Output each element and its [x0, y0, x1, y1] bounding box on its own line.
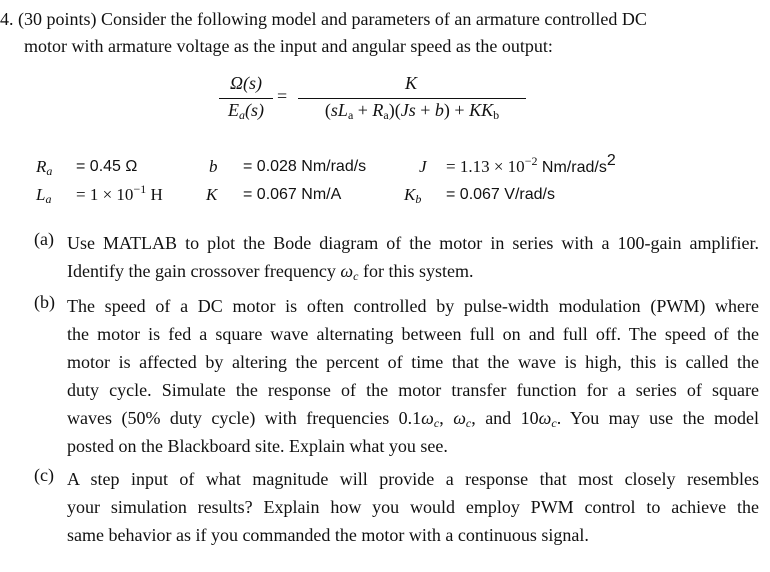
- part-b-line-2: the motor is fed a square wave alternating between full on and full off. The speed of the: [67, 324, 759, 344]
- param-J-value-suffix: Nm/rad/s: [537, 159, 607, 176]
- equation-left-fraction-bar: [219, 98, 273, 99]
- part-a-line-2: Identify the gain crossover frequency $\omega_c$ for this system.: [67, 261, 474, 283]
- param-b-value: = 0.028 Nm/rad/s: [243, 158, 367, 175]
- part-b-line-1: The speed of a DC motor is often controlled by pulse-width modulation (PWM) where: [67, 296, 759, 316]
- equation-right-fraction-bar: [298, 98, 526, 99]
- equation-left-denominator-tail: (s): [245, 100, 264, 120]
- param-J: [419, 157, 427, 177]
- param-La-sub: a: [45, 192, 52, 206]
- param-J-value: [446, 152, 616, 177]
- part-c-text: [67, 465, 759, 549]
- part-a-label: (a): [34, 229, 54, 249]
- param-Ra-symbol: R: [36, 157, 47, 176]
- param-b: [209, 157, 218, 177]
- param-J-exp: −2: [524, 154, 538, 168]
- param-K-symbol: K: [206, 185, 218, 204]
- param-La-value: [76, 182, 163, 205]
- param-K: [206, 185, 217, 205]
- part-b-line-5: waves (50% duty cycle) with frequencies $0.1\omega_c$, $\omega_c$, and $10\omega_c$. You may use the model: [67, 408, 760, 430]
- part-c-line-2: your simulation results? Explain how you would employ PWM control to achieve the: [67, 497, 759, 517]
- param-La: [36, 185, 51, 205]
- equation-right-numerator: K: [404, 73, 417, 93]
- param-Kb: [404, 185, 421, 205]
- part-b-text: [67, 292, 759, 460]
- param-Kb-value: = 0.067 V/rad/s: [446, 186, 555, 203]
- equation-right-denominator: $(sL_a + R_a)(Js + b) + KK_b$: [324, 100, 500, 122]
- equation-left-denominator: [220, 100, 272, 121]
- param-La-symbol: L: [36, 185, 46, 204]
- param-Ra: [36, 157, 52, 177]
- part-c-line-1: A step input of what magnitude will provide a response that most closely resembles: [67, 469, 759, 489]
- param-b-symbol: b: [209, 157, 218, 176]
- equation-equals: =: [277, 86, 288, 106]
- part-b-label: (b): [34, 292, 55, 312]
- param-Kb-symbol: K: [404, 185, 416, 204]
- param-K-value: = 0.067 Nm/A: [243, 186, 342, 203]
- part-b-line-3: motor is affected by altering the percent of time that the wave is high, this is called the: [67, 352, 759, 372]
- param-Ra-sub: a: [46, 164, 53, 178]
- problem-header-line-2: motor with armature voltage as the input and angular speed as the output:: [24, 36, 553, 56]
- equation-left-denominator-sub: a: [239, 108, 245, 122]
- part-a-line-1: Use MATLAB to plot the Bode diagram of the motor in series with a 100-gain amplifier.: [67, 233, 759, 253]
- part-c-line-3: same behavior as if you commanded the motor with a continuous signal.: [67, 525, 589, 545]
- param-La-value-suffix: H: [146, 185, 163, 204]
- part-b-line-4: duty cycle. Simulate the response of the motor transfer function for a series of square: [67, 380, 759, 400]
- param-J-symbol: J: [419, 157, 427, 176]
- equation-left-denominator-E: E: [228, 100, 239, 120]
- param-Kb-sub: b: [415, 192, 422, 206]
- param-J-suffix-exp: 2: [606, 152, 616, 169]
- param-Ra-value: = 0.45 Ω: [76, 158, 138, 175]
- problem-header-line-1: 4. (30 points) Consider the following model and parameters of an armature controlled DC: [0, 9, 647, 29]
- param-La-value-prefix: = 1 × 10: [76, 185, 134, 204]
- equation-left-numerator: Ω(s): [229, 73, 262, 93]
- part-a-text: [67, 229, 759, 285]
- param-J-value-prefix: = 1.13 × 10: [446, 157, 525, 176]
- part-b-line-6: posted on the Blackboard site. Explain what you see.: [67, 436, 448, 456]
- param-La-exp: −1: [133, 182, 147, 196]
- part-c-label: (c): [34, 465, 54, 485]
